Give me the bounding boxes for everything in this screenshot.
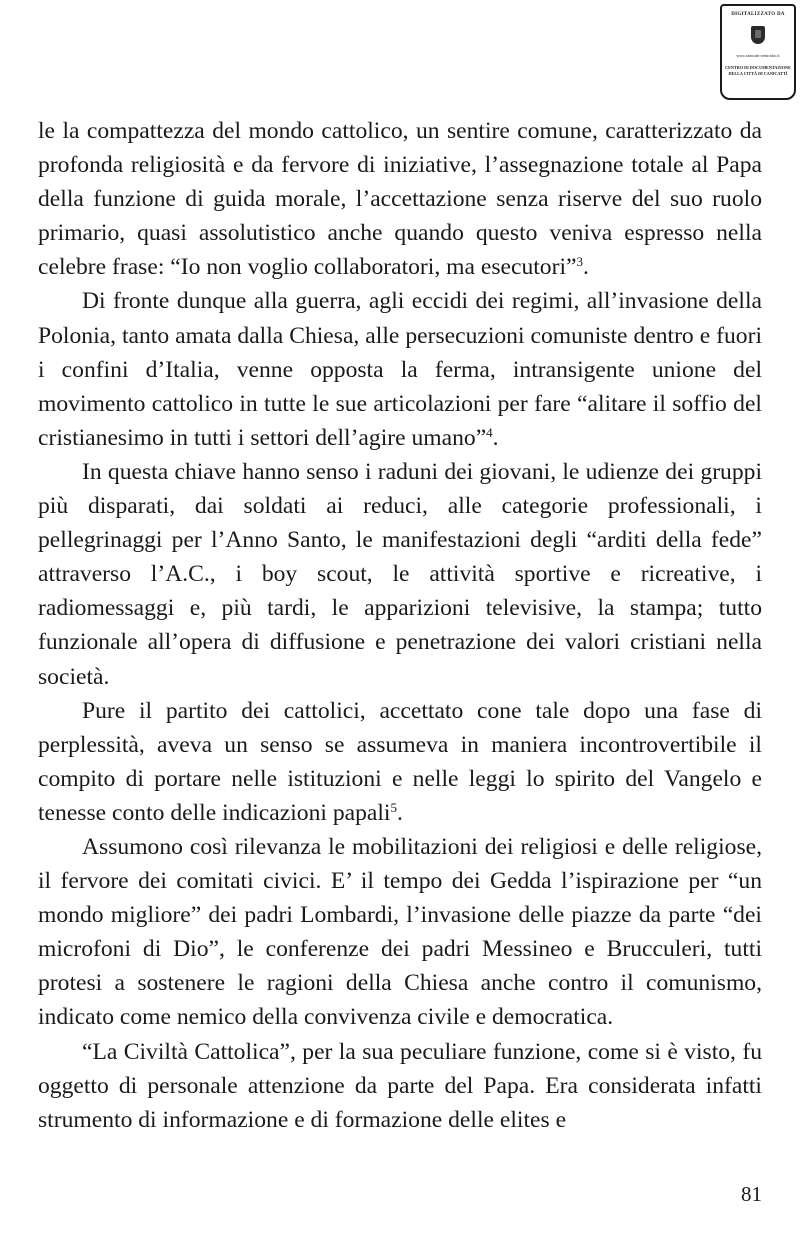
- stamp-org-line-2: DELLA CITTÀ DI CANICATTÌ: [728, 71, 788, 76]
- footnote-ref-3: 3: [576, 254, 583, 270]
- crest-icon: [751, 26, 765, 44]
- paragraph-4: [38, 694, 762, 830]
- paragraph-6: [38, 1035, 762, 1137]
- paragraph-3: [38, 455, 762, 694]
- paragraph-tail: .: [583, 254, 589, 281]
- paragraph-text: Di fronte dunque alla guerra, agli eccidi dei regimi, all’invasione della Polonia, tanto amata dalla Chiesa, alle persecuzioni comuniste dentro e fuori i confini d’Italia, venne opposta la ferma, intransigente unione del movimento cattolico in tutte le sue articolazioni per fare “alitare il soffio del cristianesimo in tutti i settori dell’agire umano”: [38, 288, 762, 451]
- footnote-ref-4: 4: [486, 424, 493, 440]
- paragraph-text: le la compattezza del mondo cattolico, un sentire comune, caratterizzato da profonda religiosità e da fervore di iniziative, l’assegnazione totale al Papa della funzione di guida morale, l’accettazione senza riserve del suo ruolo primario, quasi assolutistico anche quando questo veniva espresso nella celebre frase: “Io non voglio collaboratori, ma esecutori”: [38, 118, 762, 281]
- page-number: 81: [741, 1182, 762, 1206]
- paragraph-tail: .: [492, 424, 499, 451]
- stamp-title: DIGITALIZZATO DA: [731, 12, 785, 17]
- body-text: [38, 114, 762, 1137]
- paragraph-text: Assumono così rilevanza le mobilitazioni dei religiosi e delle religiose, il fervore dei comitati civici. E’ il tempo dei Gedda l’ispirazione per “un mondo migliore” dei padri Lombardi, l’invasione delle piazze da parte “dei microfoni di Dio”, le conferenze dei padri Messineo e Brucculeri, tutti protesi a sostenere le ragioni della Chiesa anche contro il comunismo, indicato come nemico della convivenza civile e democratica.: [38, 833, 762, 1031]
- paragraph-5: [38, 830, 762, 1035]
- digitization-stamp: [720, 4, 796, 100]
- paragraph-1: [38, 114, 762, 284]
- paragraph-text: “La Civiltà Cattolica”, per la sua peculiare funzione, come si è visto, fu oggetto di personale attenzione da parte del Papa. Era considerata infatti strumento di informazione e di formazione delle elites e: [38, 1038, 762, 1133]
- paragraph-text: Pure il partito dei cattolici, accettato cone tale dopo una fase di perplessità, aveva un senso se assumeva in maniera incontrovertibile il compito di portare nelle istituzioni e nelle leggi lo spirito del Vangelo e tenesse conto delle indicazioni papali: [38, 697, 762, 826]
- paragraph-tail: .: [396, 799, 403, 826]
- footnote-ref-5: 5: [390, 799, 397, 815]
- stamp-url: www.canicatti-centrodoc.it: [736, 53, 780, 58]
- paragraph-text: In questa chiave hanno senso i raduni dei giovani, le udienze dei gruppi più disparati, dai soldati ai reduci, alle categorie professionali, i pellegrinaggi per l’Anno Santo, le manifestazioni degli “arditi della fede” attraverso l’A.C., i boy scout, le attività sportive e ricreative, i radiomessaggi e, più tardi, le apparizioni televisive, la stampa; tutto funzionale all’opera di diffusione e penetrazione dei valori cristiani nella società.: [38, 458, 762, 690]
- paragraph-2: [38, 284, 762, 454]
- stamp-org-line-1: CENTRO DI DOCUMENTAZIONE: [725, 65, 791, 70]
- stamp-organization: [722, 65, 794, 77]
